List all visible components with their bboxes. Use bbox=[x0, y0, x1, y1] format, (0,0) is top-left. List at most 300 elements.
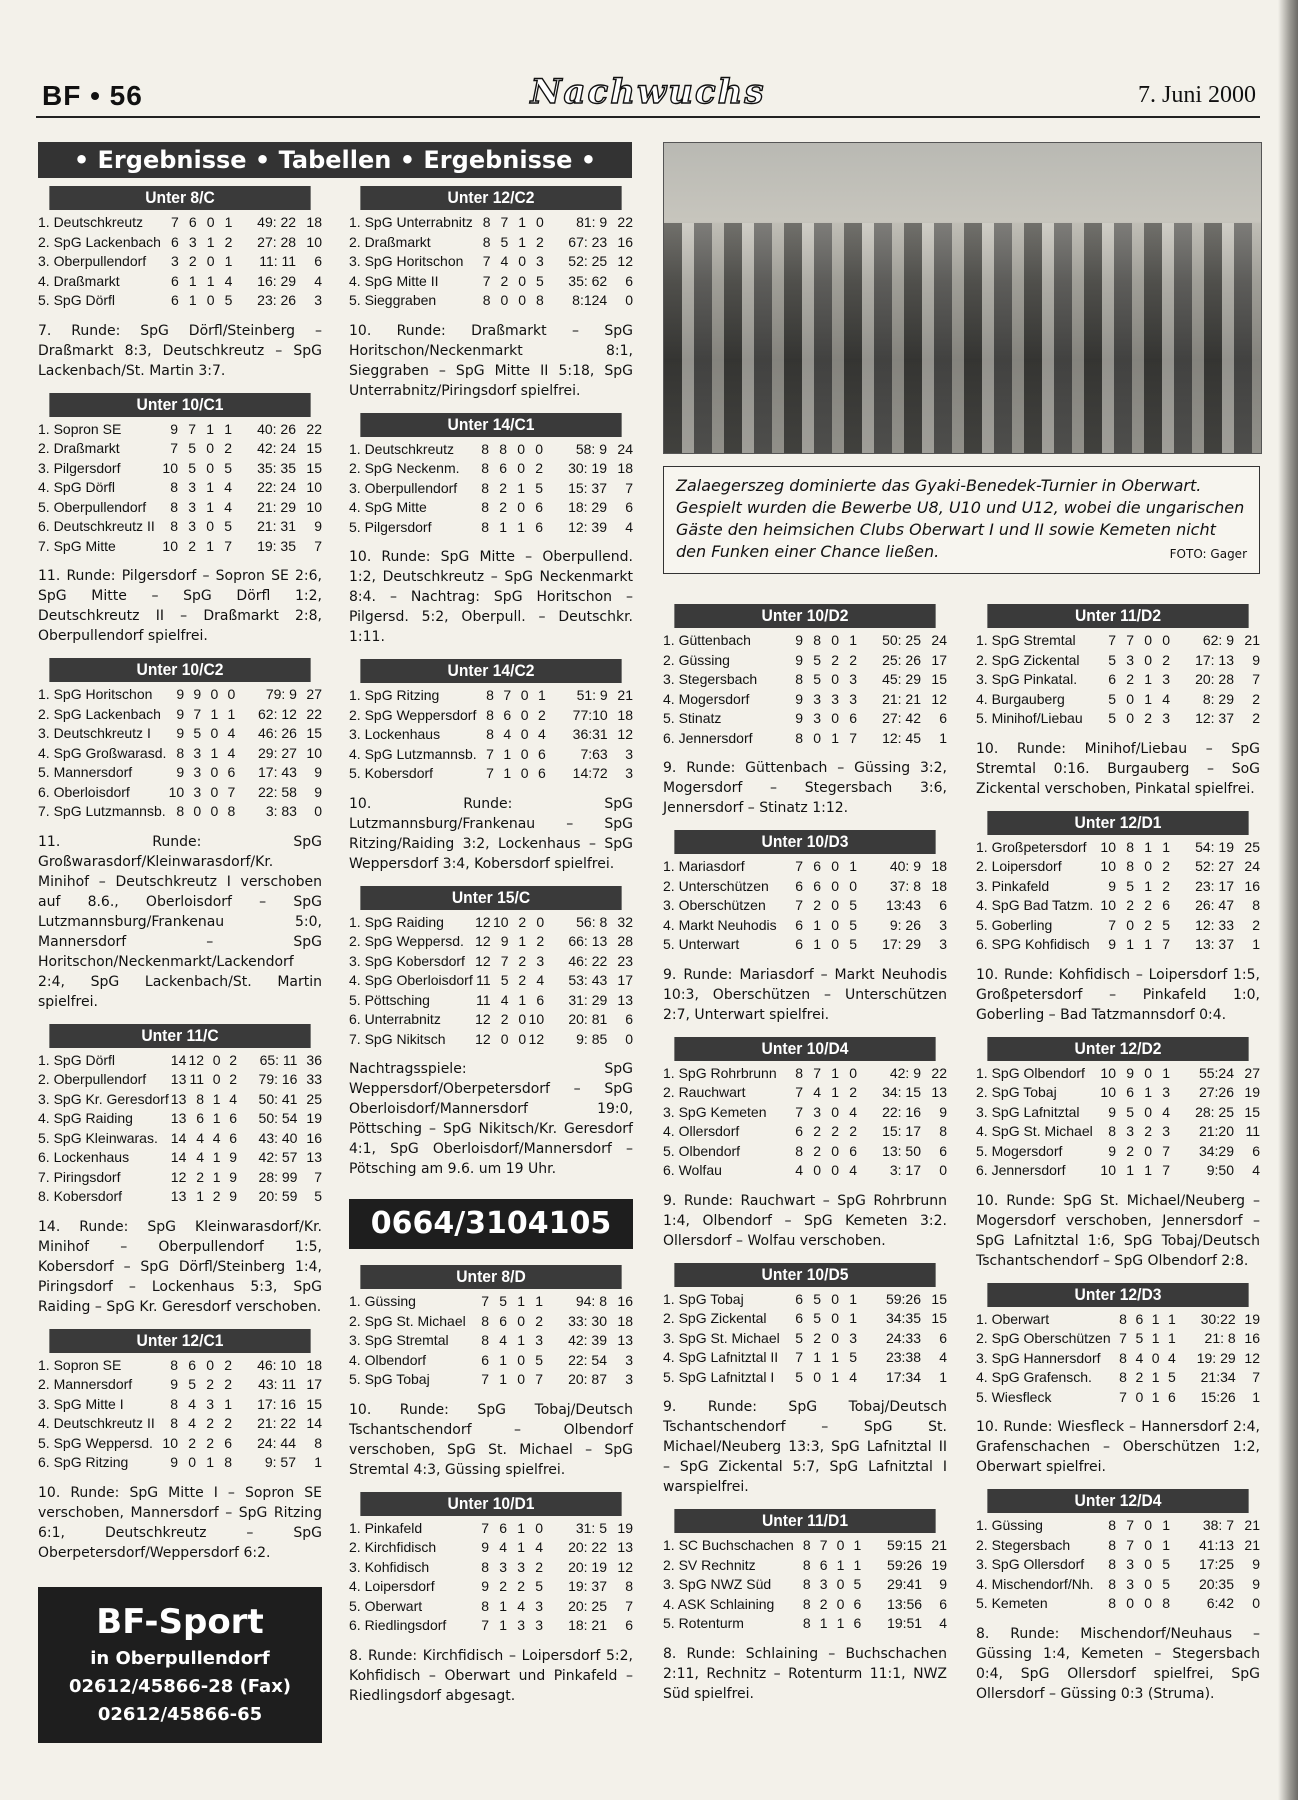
stat-cell: 1 bbox=[1151, 1330, 1160, 1346]
team-name: 1. Sopron SE bbox=[38, 1356, 122, 1373]
team-name: 1. Deutschkreutz bbox=[349, 440, 455, 457]
points: 3 bbox=[625, 1371, 633, 1387]
goal-diff: 22: 24 bbox=[257, 479, 296, 495]
standings-block bbox=[38, 186, 322, 381]
standings-table bbox=[349, 913, 633, 1050]
stat-cell: 1 bbox=[1144, 1162, 1152, 1178]
stat-cell: 0 bbox=[517, 460, 525, 476]
stat-cell: 1 bbox=[517, 1332, 525, 1348]
stat-cell: 3 bbox=[1126, 651, 1134, 668]
stat-cell: 1 bbox=[196, 1188, 205, 1204]
stat-cell: 0 bbox=[518, 1011, 527, 1027]
stat-cell: 5 bbox=[813, 1310, 821, 1326]
table-title: Unter 11/D1 bbox=[674, 1509, 935, 1533]
stat-cell: 1 bbox=[499, 1371, 507, 1387]
stat-cell: 12 bbox=[170, 1168, 187, 1185]
goal-diff: 12: 37 bbox=[1195, 710, 1234, 726]
stat-cell: 9 bbox=[481, 1539, 489, 1555]
goal-diff: 20: 25 bbox=[568, 1597, 607, 1614]
goal-diff: 16: 29 bbox=[257, 272, 297, 289]
stat-cell: 3 bbox=[1162, 671, 1170, 687]
stat-cell: 7 bbox=[819, 1537, 828, 1553]
stat-cell: 1 bbox=[517, 1539, 525, 1555]
stat-cell: 2 bbox=[499, 1578, 507, 1594]
photo-credit: FOTO: Gager bbox=[1169, 547, 1247, 561]
stat-cell: 6 bbox=[229, 1129, 238, 1146]
stat-cell: 6 bbox=[188, 214, 197, 230]
round-results: 8. Runde: Mischendorf/Neuhaus – Güssing 1:4, Kemeten – Stegersbach 0:4, SpG Ollersdorf spielfrei, SpG Ollersdorf – Güssing 0:3 (Struma). bbox=[976, 1625, 1260, 1702]
points: 9 bbox=[314, 783, 322, 800]
stat-cell: 7 bbox=[795, 1084, 803, 1100]
stat-cell: 4 bbox=[849, 1162, 857, 1178]
team-name: 2. Stegersbach bbox=[976, 1536, 1071, 1553]
stat-cell: 0 bbox=[1144, 632, 1152, 648]
stat-cell: 3 bbox=[193, 764, 202, 780]
table-title: Unter 12/C2 bbox=[360, 186, 621, 210]
round-results: 10. Runde: Draßmarkt – SpG Horitschon/Neckenmarkt 8:1, Sieggraben – SpG Mitte II 5:18, SpG Unterrabnitz/Piringsdorf spielfrei. bbox=[349, 322, 633, 399]
stat-cell: 8 bbox=[795, 729, 803, 746]
points: 22 bbox=[306, 705, 322, 722]
stat-cell: 0 bbox=[206, 518, 214, 534]
stat-cell: 8 bbox=[170, 498, 178, 515]
stat-cell: 0 bbox=[836, 1595, 845, 1612]
points: 15 bbox=[1244, 1103, 1260, 1120]
stat-cell: 0 bbox=[210, 725, 219, 741]
stat-cell: 0 bbox=[831, 1162, 839, 1178]
stat-cell: 7 bbox=[193, 705, 202, 722]
stat-cell: 0 bbox=[1144, 1064, 1152, 1081]
table-row bbox=[663, 1595, 947, 1615]
table-row bbox=[663, 1083, 947, 1103]
photo-caption bbox=[663, 466, 1260, 574]
stat-cell: 12 bbox=[475, 1030, 491, 1047]
team-name: 7. Piringsdorf bbox=[38, 1168, 121, 1185]
team-name: 7. SpG Lutzmannsb. bbox=[38, 803, 166, 819]
stat-cell: 1 bbox=[1144, 671, 1152, 687]
table-row bbox=[349, 932, 633, 952]
stat-cell: 0 bbox=[1151, 1349, 1160, 1366]
team-name: 4. SpG Lutzmannsb. bbox=[349, 745, 477, 762]
goal-diff: 22: 58 bbox=[258, 783, 297, 800]
standings-table bbox=[38, 1051, 322, 1207]
stat-cell: 2 bbox=[188, 1434, 196, 1451]
stat-cell: 7 bbox=[1162, 936, 1170, 952]
goal-diff: 52: 25 bbox=[568, 253, 608, 269]
team-name: 7. SpG Nikitsch bbox=[349, 1030, 446, 1047]
stat-cell: 0 bbox=[1135, 1388, 1144, 1405]
team-name: 3. SpG Pinkatal. bbox=[976, 671, 1078, 687]
team-name: 5. Mogersdorf bbox=[976, 1142, 1063, 1159]
stat-cell: 7 bbox=[1108, 916, 1116, 933]
stat-cell: 7 bbox=[1126, 1517, 1134, 1533]
team-name: 5. Minihof/Liebau bbox=[976, 710, 1083, 726]
points: 7 bbox=[625, 1597, 633, 1614]
stat-cell: 1 bbox=[212, 1149, 221, 1165]
photo-caption-text: Zalaegerszeg dominierte das Gyaki-Benedek-Turnier in Oberwart. Gespielt wurden die Bewerbe U8, U10 und U12, wobei die ungarischen Gäste den heimsichen Clubs Oberwart I und II sowie Kemeten nicht den Funken einer Chance ließen. bbox=[676, 476, 1245, 561]
stat-cell: 7 bbox=[171, 214, 179, 230]
table-row bbox=[976, 1122, 1260, 1142]
stat-cell: 1 bbox=[853, 1537, 862, 1553]
stat-cell: 13 bbox=[170, 1110, 187, 1126]
goal-diff: 35: 62 bbox=[568, 272, 608, 289]
points: 4 bbox=[1252, 1162, 1260, 1178]
stat-cell: 4 bbox=[224, 498, 232, 515]
points: 9 bbox=[939, 1576, 947, 1592]
team-name: 6. Lockenhaus bbox=[38, 1149, 130, 1165]
stat-cell: 2 bbox=[188, 253, 197, 269]
team-name: 5. Stinatz bbox=[663, 710, 722, 726]
table-row bbox=[976, 690, 1260, 710]
stat-cell: 1 bbox=[1144, 838, 1152, 855]
points: 10 bbox=[306, 498, 322, 515]
stat-cell: 6 bbox=[499, 1312, 507, 1329]
stat-cell: 12 bbox=[475, 952, 491, 969]
stat-cell: 5 bbox=[1126, 1103, 1134, 1120]
team-name: 1. SpG Dörfl bbox=[38, 1051, 116, 1068]
points: 17 bbox=[931, 651, 947, 668]
goal-diff: 62: 9 bbox=[1202, 632, 1234, 648]
goal-diff: 59:26 bbox=[887, 1556, 923, 1573]
stat-cell: 6 bbox=[171, 272, 179, 289]
stat-cell: 5 bbox=[795, 1329, 803, 1346]
round-results: 9. Runde: Güttenbach – Güssing 3:2, Mogersdorf – Stegersbach 3:6, Jennersdorf – Stinatz 1:12. bbox=[663, 760, 947, 816]
points: 12 bbox=[617, 253, 633, 269]
stat-cell: 2 bbox=[1126, 897, 1134, 913]
table-row bbox=[38, 272, 322, 292]
points: 15 bbox=[306, 440, 322, 456]
stat-cell: 7 bbox=[1162, 1162, 1170, 1178]
points: 33 bbox=[306, 1071, 322, 1087]
table-title: Unter 8/C bbox=[49, 186, 310, 210]
points: 10 bbox=[306, 479, 322, 495]
stat-cell: 1 bbox=[1162, 1536, 1170, 1553]
stat-cell: 5 bbox=[849, 936, 857, 952]
stat-cell: 6 bbox=[171, 292, 179, 308]
points: 19 bbox=[1244, 1084, 1260, 1100]
table-row bbox=[976, 896, 1260, 916]
stat-cell: 4 bbox=[849, 1103, 857, 1120]
goal-diff: 31: 29 bbox=[568, 991, 608, 1008]
goal-diff: 29:41 bbox=[887, 1576, 923, 1592]
points: 15 bbox=[931, 1310, 947, 1326]
stat-cell: 6 bbox=[499, 1519, 507, 1536]
stat-cell: 4 bbox=[537, 726, 546, 742]
team-name: 4. Draßmarkt bbox=[38, 272, 120, 289]
stat-cell: 1 bbox=[224, 214, 233, 230]
team-name: 2. Rauchwart bbox=[663, 1084, 746, 1100]
stat-cell: 0 bbox=[188, 1454, 196, 1470]
stat-cell: 1 bbox=[1144, 936, 1152, 952]
stat-cell: 9 bbox=[176, 686, 185, 702]
stat-cell: 4 bbox=[499, 1332, 507, 1348]
team-name: 6. Riedlingsdorf bbox=[349, 1617, 447, 1633]
table-row bbox=[38, 1356, 322, 1376]
stat-cell: 8 bbox=[481, 440, 489, 457]
team-name: 6. Oberloisdorf bbox=[38, 783, 130, 800]
table-row bbox=[976, 1575, 1260, 1595]
stat-cell: 0 bbox=[210, 686, 219, 702]
team-name: 2. Draßmarkt bbox=[349, 233, 431, 250]
stat-cell: 8 bbox=[536, 292, 544, 308]
stat-cell: 8 bbox=[795, 1142, 803, 1159]
team-name: 6. Jennersdorf bbox=[663, 729, 753, 746]
goal-diff: 26: 47 bbox=[1195, 897, 1234, 913]
goal-diff: 94: 8 bbox=[575, 1293, 607, 1309]
stat-cell: 3 bbox=[535, 1597, 543, 1614]
table-row bbox=[663, 651, 947, 671]
stat-cell: 5 bbox=[849, 916, 857, 933]
team-name: 2. Oberpullendorf bbox=[38, 1071, 147, 1087]
stat-cell: 2 bbox=[536, 233, 544, 250]
points: 7 bbox=[314, 537, 322, 554]
stat-cell: 14 bbox=[170, 1051, 187, 1068]
goal-diff: 6:42 bbox=[1206, 1595, 1234, 1611]
stat-cell: 5 bbox=[813, 671, 821, 687]
stat-cell: 7 bbox=[227, 783, 236, 800]
stat-cell: 9 bbox=[229, 1168, 238, 1185]
stat-cell: 6 bbox=[1135, 1310, 1144, 1327]
table-title: Unter 10/C2 bbox=[49, 658, 310, 682]
stat-cell: 2 bbox=[1162, 877, 1170, 894]
stat-cell: 13 bbox=[170, 1090, 187, 1107]
points: 18 bbox=[306, 1356, 322, 1373]
team-name: 4. Mogersdorf bbox=[663, 690, 750, 707]
stat-cell: 4 bbox=[188, 1415, 196, 1431]
goal-diff: 21:34 bbox=[1200, 1369, 1236, 1385]
stat-cell: 0 bbox=[1144, 1575, 1152, 1592]
stat-cell: 0 bbox=[1144, 1103, 1152, 1120]
goal-diff: 3: 17 bbox=[889, 1162, 921, 1178]
stat-cell: 2 bbox=[535, 1312, 543, 1329]
stat-cell: 0 bbox=[520, 687, 529, 703]
stat-cell: 6 bbox=[536, 991, 545, 1008]
stat-cell: 1 bbox=[831, 1064, 839, 1081]
goal-diff: 59:15 bbox=[887, 1537, 923, 1553]
goal-diff: 15:26 bbox=[1200, 1388, 1236, 1405]
team-name: 2. SpG Zickental bbox=[663, 1310, 767, 1326]
stat-cell: 3 bbox=[849, 1329, 857, 1346]
stat-cell: 0 bbox=[1144, 1595, 1152, 1611]
stat-cell: 4 bbox=[499, 1539, 507, 1555]
stat-cell: 0 bbox=[520, 706, 529, 723]
goal-diff: 79: 9 bbox=[265, 686, 297, 702]
column-3 bbox=[663, 604, 947, 1716]
stat-cell: 6 bbox=[535, 518, 543, 535]
table-row bbox=[663, 1064, 947, 1084]
stat-cell: 0 bbox=[1144, 1536, 1152, 1553]
table-title: Unter 10/D1 bbox=[360, 1492, 621, 1516]
points: 11 bbox=[1245, 1123, 1260, 1139]
points: 18 bbox=[617, 460, 633, 476]
stat-cell: 7 bbox=[849, 729, 857, 746]
table-row bbox=[349, 1030, 633, 1050]
goal-diff: 23: 26 bbox=[257, 292, 297, 308]
team-name: 1. SpG Stremtal bbox=[976, 632, 1076, 648]
table-row bbox=[976, 1555, 1260, 1575]
points: 19 bbox=[306, 1110, 322, 1126]
stat-cell: 0 bbox=[206, 459, 214, 476]
stat-cell: 8 bbox=[1108, 1517, 1116, 1533]
team-name: 5. Wiesfleck bbox=[976, 1388, 1052, 1405]
stat-cell: 1 bbox=[831, 1349, 839, 1365]
stat-cell: 2 bbox=[1144, 916, 1152, 933]
stat-cell: 2 bbox=[229, 1051, 238, 1068]
points: 21 bbox=[1244, 632, 1260, 648]
team-name: 4. ASK Schlaining bbox=[663, 1595, 775, 1612]
round-results: 9. Runde: Mariasdorf – Markt Neuhodis 10:3, Oberschützen – Unterschützen 2:7, Unterwart spielfrei. bbox=[663, 966, 947, 1023]
team-name: 5. Mannersdorf bbox=[38, 764, 133, 780]
stat-cell: 8 bbox=[1119, 1310, 1127, 1327]
standings-table bbox=[663, 1064, 947, 1181]
stat-cell: 8 bbox=[795, 671, 803, 687]
points: 12 bbox=[1244, 1349, 1260, 1366]
team-name: 2. SpG St. Michael bbox=[349, 1312, 466, 1329]
stat-cell: 0 bbox=[1126, 710, 1134, 726]
stat-cell: 0 bbox=[206, 253, 215, 269]
goal-diff: 13:43 bbox=[885, 897, 921, 913]
stat-cell: 0 bbox=[520, 745, 529, 762]
standings-table bbox=[38, 685, 322, 822]
team-name: 4. SpG St. Michael bbox=[976, 1123, 1093, 1139]
team-name: 2. SpG Tobaj bbox=[976, 1084, 1057, 1100]
points: 6 bbox=[939, 1595, 947, 1612]
goal-diff: 27: 42 bbox=[882, 710, 921, 726]
stat-cell: 0 bbox=[831, 1142, 839, 1159]
stat-cell: 8 bbox=[1108, 1556, 1116, 1572]
round-results: 10. Runde: Minihof/Liebau – SpG Stremtal 0:16. Burgauberg – SoG Zickental verschoben, Pinkatal spielfrei. bbox=[976, 740, 1260, 797]
stat-cell: 10 bbox=[162, 1434, 178, 1451]
standings-table bbox=[663, 857, 947, 955]
team-name: 2. SpG Lackenbach bbox=[38, 705, 161, 722]
stat-cell: 2 bbox=[813, 1329, 821, 1346]
standings-block bbox=[349, 413, 633, 648]
stat-cell: 8 bbox=[1119, 1369, 1127, 1385]
goal-diff: 3: 83 bbox=[265, 803, 297, 819]
round-results: 10. Runde: SpG Lutzmannsburg/Frankenau – SpG Ritzing/Raiding 3:2, Lockenhaus – SpG Weppersdorf 3:4, Kobersdorf spielfrei. bbox=[349, 795, 633, 872]
table-row bbox=[38, 783, 322, 803]
stat-cell: 4 bbox=[1162, 690, 1170, 707]
stat-cell: 8 bbox=[802, 1615, 811, 1631]
stat-cell: 1 bbox=[517, 1293, 525, 1309]
team-name: 2. SpG Lackenbach bbox=[38, 233, 161, 250]
table-row bbox=[38, 1109, 322, 1129]
stat-cell: 4 bbox=[536, 972, 545, 988]
table-row bbox=[349, 233, 633, 253]
goal-diff: 9: 26 bbox=[889, 916, 921, 933]
stat-cell: 0 bbox=[831, 1329, 839, 1346]
stat-cell: 6 bbox=[535, 499, 543, 515]
goal-diff: 9:50 bbox=[1206, 1162, 1234, 1178]
points: 8 bbox=[625, 1578, 633, 1594]
stat-cell: 3 bbox=[535, 1617, 543, 1633]
stat-cell: 11 bbox=[189, 1071, 205, 1087]
table-row bbox=[976, 670, 1260, 690]
stat-cell: 1 bbox=[518, 233, 527, 250]
stat-cell: 8 bbox=[176, 803, 185, 819]
table-row bbox=[976, 1536, 1260, 1556]
table-row bbox=[663, 1536, 947, 1556]
points: 27 bbox=[306, 686, 322, 702]
stat-cell: 6 bbox=[795, 916, 803, 933]
stat-cell: 1 bbox=[206, 537, 214, 554]
team-name: 1. SpG Horitschon bbox=[38, 686, 153, 702]
stat-cell: 1 bbox=[535, 1293, 543, 1309]
table-row bbox=[976, 1329, 1260, 1349]
goal-diff: 81: 9 bbox=[576, 214, 608, 230]
table-row bbox=[663, 916, 947, 936]
goal-diff: 18: 21 bbox=[568, 1617, 607, 1633]
goal-diff: 20: 19 bbox=[568, 1558, 607, 1575]
goal-diff: 12: 33 bbox=[1195, 916, 1234, 933]
table-row bbox=[349, 479, 633, 499]
stat-cell: 9 bbox=[1108, 1103, 1116, 1120]
stat-cell: 1 bbox=[210, 705, 219, 722]
stat-cell: 2 bbox=[499, 479, 507, 496]
goal-diff: 34: 15 bbox=[882, 1084, 921, 1100]
team-name: 4. SpG Lafnitztal II bbox=[663, 1349, 779, 1365]
standings-block bbox=[976, 604, 1260, 799]
team-name: 2. Loipersdorf bbox=[976, 858, 1062, 874]
stat-cell: 5 bbox=[536, 272, 544, 289]
table-row bbox=[976, 1142, 1260, 1162]
points: 9 bbox=[1252, 1556, 1260, 1572]
team-name: 4. Mischendorf/Nh. bbox=[976, 1575, 1094, 1592]
goal-diff: 40: 9 bbox=[889, 858, 921, 874]
round-results: 10. Runde: SpG St. Michael/Neuberg – Mogersdorf verschoben, Jennersdorf – SpG Lafnitztal 1:6, SpG Tobaj/Deutsch Tschantschendorf – SpG Olbendorf 2:8. bbox=[976, 1192, 1260, 1269]
standings-table bbox=[976, 838, 1260, 955]
points: 13 bbox=[617, 991, 633, 1008]
team-name: 5. Pilgersdorf bbox=[349, 518, 432, 535]
table-row bbox=[38, 1453, 322, 1473]
stat-cell: 6 bbox=[849, 1142, 857, 1159]
table-title: Unter 10/D2 bbox=[674, 604, 935, 628]
stat-cell: 12 bbox=[528, 1030, 545, 1047]
goal-diff: 19: 35 bbox=[257, 537, 296, 554]
goal-diff: 21:20 bbox=[1198, 1123, 1234, 1139]
standings-block bbox=[976, 1283, 1260, 1478]
stat-cell: 2 bbox=[206, 1434, 214, 1451]
ad-title: BF-Sport bbox=[96, 1601, 264, 1642]
stat-cell: 9 bbox=[170, 1376, 178, 1392]
stat-cell: 0 bbox=[831, 710, 839, 726]
stat-cell: 1 bbox=[1151, 1388, 1160, 1405]
table-row bbox=[349, 518, 633, 538]
stat-cell: 3 bbox=[499, 1558, 507, 1575]
stat-cell: 2 bbox=[499, 499, 507, 515]
table-row bbox=[38, 1434, 322, 1454]
stat-cell: 1 bbox=[813, 936, 821, 952]
team-name: 3. Oberpullendorf bbox=[349, 479, 458, 496]
points: 22 bbox=[931, 1064, 947, 1081]
stat-cell: 8 bbox=[813, 632, 821, 648]
stat-cell: 1 bbox=[1144, 877, 1152, 894]
stat-cell: 4 bbox=[517, 1597, 525, 1614]
goal-diff: 66: 13 bbox=[568, 933, 608, 949]
team-name: 5. SpG Tobaj bbox=[349, 1371, 430, 1387]
stat-cell: 2 bbox=[1144, 1123, 1152, 1139]
points: 18 bbox=[931, 858, 947, 874]
stat-cell: 4 bbox=[212, 1129, 221, 1146]
stat-cell: 8 bbox=[486, 706, 494, 723]
section-title: Nachwuchs bbox=[530, 72, 766, 112]
table-row bbox=[663, 1103, 947, 1123]
stat-cell: 8 bbox=[486, 726, 494, 742]
points: 9 bbox=[1252, 1575, 1260, 1592]
stat-cell: 3 bbox=[849, 671, 857, 687]
table-row bbox=[349, 745, 633, 765]
goal-diff: 31: 5 bbox=[575, 1519, 607, 1536]
goal-diff: 34:29 bbox=[1198, 1142, 1234, 1159]
